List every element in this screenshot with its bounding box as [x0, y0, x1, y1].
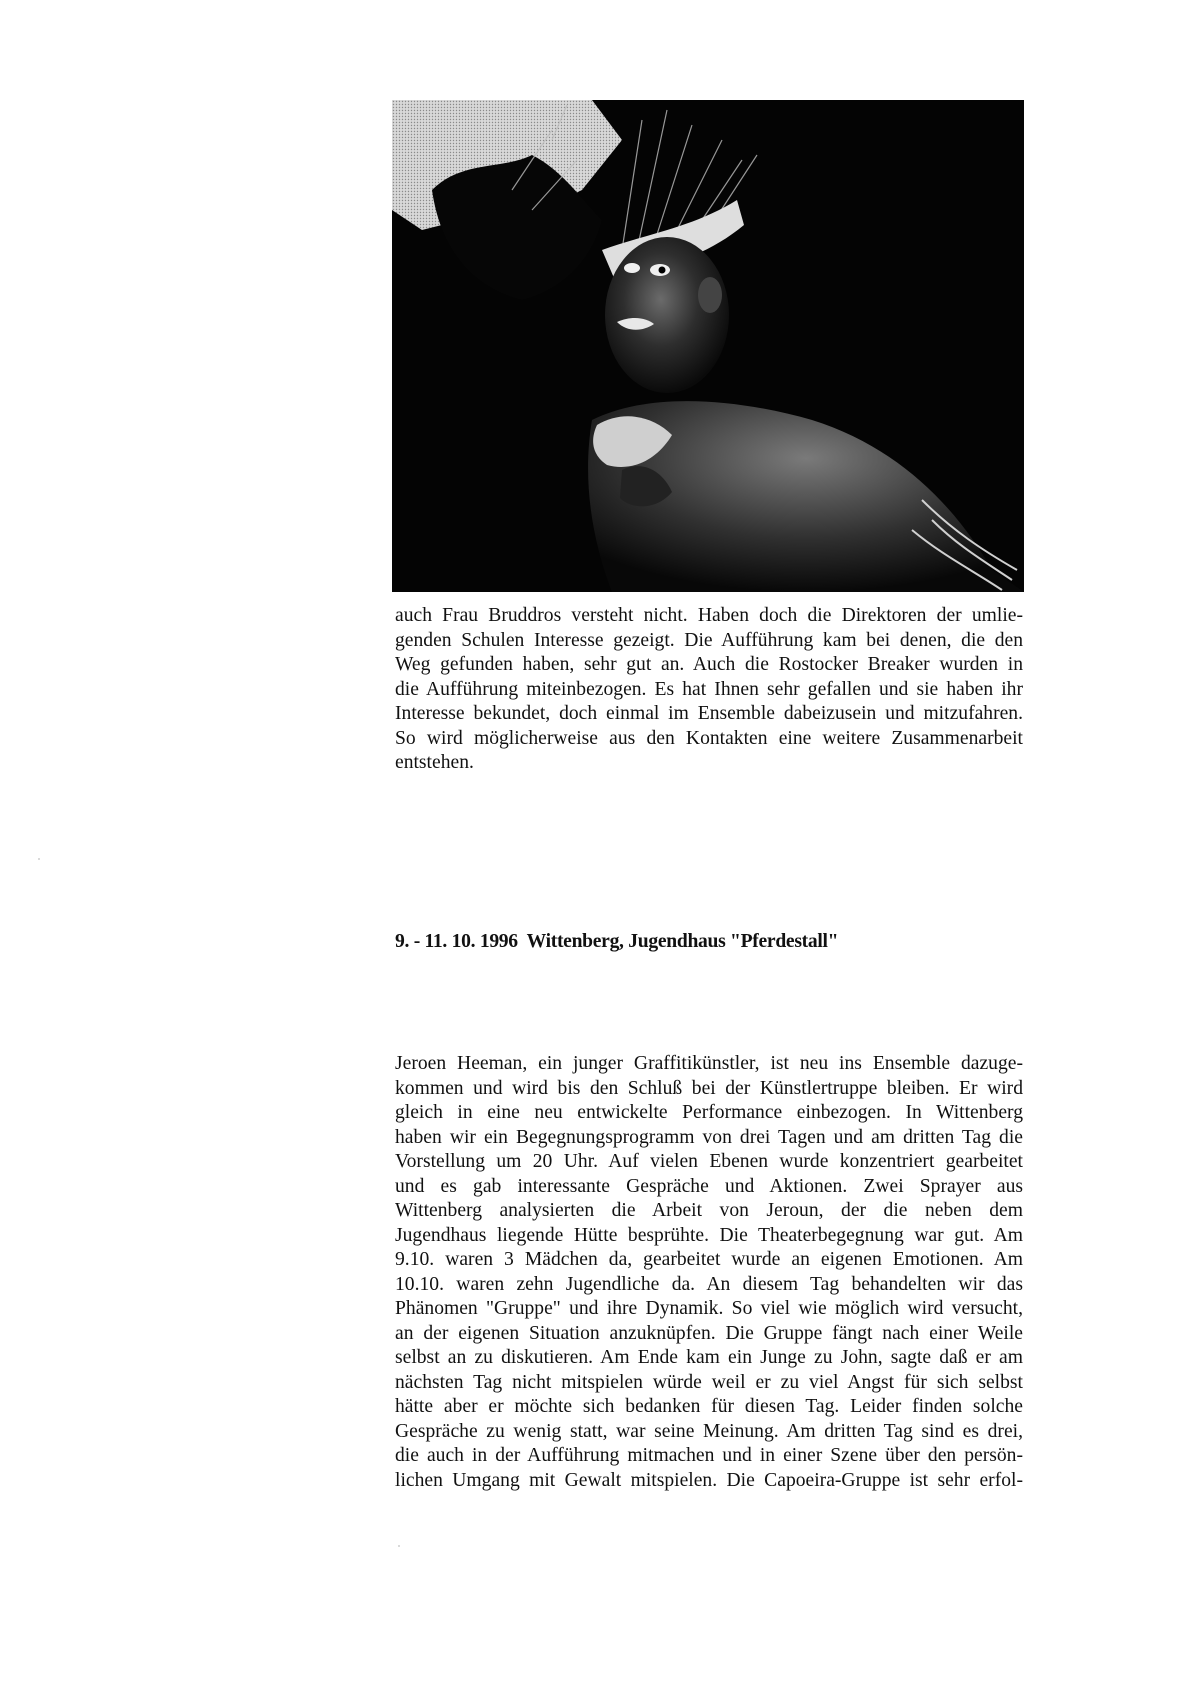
text-line: Gespräche zu wenig statt, war seine Meinung. Am dritten Tag sind es drei,	[395, 1420, 1023, 1442]
text-line: die auch in der Aufführung mitmachen und in einer Szene über den persön-	[395, 1445, 1023, 1466]
text-line: hätte aber er möchte sich bedanken für diesen Tag. Leider finden solche	[395, 1396, 1023, 1417]
text-line: Phänomen "Gruppe" und ihre Dynamik. So viel wie möglich wird versucht,	[395, 1298, 1023, 1319]
text-line: selbst an zu diskutieren. Am Ende kam ein Junge zu John, sagte daß er am	[395, 1347, 1023, 1368]
text-line: nächsten Tag nicht mitspielen würde weil er zu viel Angst für sich selbst	[395, 1371, 1023, 1393]
paragraph-wittenberg	[395, 1052, 1023, 1493]
text-line: genden Schulen Interesse gezeigt. Die Aufführung kam bei denen, die den	[395, 629, 1023, 651]
text-line: Jugendhaus liegende Hütte besprühte. Die Theaterbegegnung war gut. Am	[395, 1224, 1023, 1246]
eye-left	[624, 263, 640, 273]
text-line: an der eigenen Situation anzuknüpfen. Die Gruppe fängt nach einer Weile	[395, 1322, 1023, 1344]
text-line: lichen Umgang mit Gewalt mitspielen. Die Capoeira-Gruppe ist sehr erfol-	[395, 1469, 1023, 1491]
text-line: 10.10. waren zehn Jugendliche da. An diesem Tag behandelten wir das	[395, 1273, 1023, 1295]
text-line: haben wir ein Begegnungsprogramm von drei Tagen und am dritten Tag die	[395, 1126, 1023, 1148]
paragraph-intro	[395, 604, 1023, 776]
dancer-photo-image	[392, 100, 1024, 592]
face	[605, 237, 729, 393]
text-line: Vorstellung um 20 Uhr. Auf vielen Ebenen wurde konzentriert gearbeitet	[395, 1151, 1023, 1172]
text-line: So wird möglicherweise aus den Kontakten eine weitere Zusammenarbeit	[395, 727, 1023, 749]
text-line: die Aufführung miteinbezogen. Es hat Ihnen sehr gefallen und sie haben ihr	[395, 678, 1023, 700]
dancer-photo	[392, 100, 1024, 592]
text-line: kommen und wird bis den Schluß bei der Künstlertruppe bleiben. Er wird	[395, 1077, 1023, 1099]
ear	[698, 277, 722, 313]
text-line: und es gab interessante Gespräche und Aktionen. Zwei Sprayer aus	[395, 1175, 1023, 1197]
text-line: Interesse bekundet, doch einmal im Ensemble dabeizusein und mitzufahren.	[395, 703, 1023, 724]
text-line: auch Frau Bruddros versteht nicht. Haben doch die Direktoren der umlie-	[395, 605, 1023, 626]
text-line: 9.10. waren 3 Mädchen da, gearbeitet wurde an eigenen Emotionen. Am	[395, 1249, 1023, 1270]
text-line: entstehen.	[395, 752, 474, 773]
text-line: gleich in eine neu entwickelte Performance einbezogen. In Wittenberg	[395, 1102, 1023, 1123]
section-heading: 9. - 11. 10. 1996 Wittenberg, Jugendhaus "Pferdestall"	[395, 931, 839, 952]
scan-speck	[398, 1545, 400, 1547]
text-line: Jeroen Heeman, ein junger Graffitikünstler, ist neu ins Ensemble dazuge-	[395, 1053, 1023, 1074]
text-line: Weg gefunden haben, sehr gut an. Auch die Rostocker Breaker wurden in	[395, 654, 1023, 675]
text-line: Wittenberg analysierten die Arbeit von Jeroun, der die neben dem	[395, 1200, 1023, 1221]
scan-speck	[38, 858, 40, 860]
